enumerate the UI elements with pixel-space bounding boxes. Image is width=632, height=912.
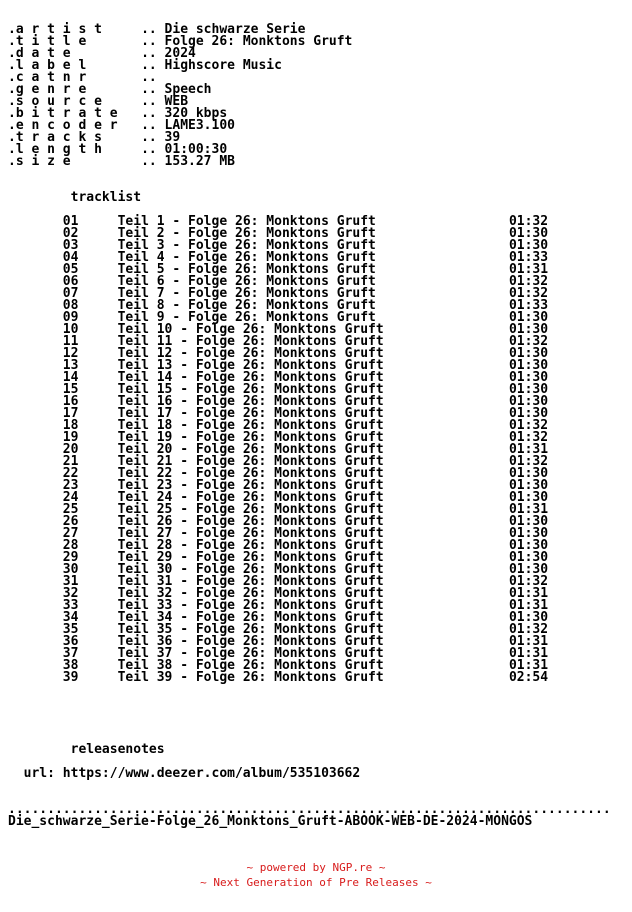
track-number: 04 — [62, 250, 118, 265]
track-number: 09 — [62, 310, 118, 325]
track-number: 08 — [62, 298, 118, 313]
track-duration: 01:30 — [508, 550, 549, 565]
track-duration: 01:31 — [508, 646, 549, 661]
header-value: Die schwarze Serie — [164, 22, 306, 37]
track-number: 35 — [62, 622, 118, 637]
track-title: Teil 4 - Folge 26: Monktons Gruft — [117, 250, 509, 265]
track-number: 26 — [62, 514, 118, 529]
track-duration: 01:30 — [508, 514, 549, 529]
footer-credit-line-1: ~ powered by NGP.re ~ — [246, 861, 386, 874]
header-separator: .. — [141, 58, 165, 73]
track-duration: 01:30 — [508, 562, 549, 577]
track-number: 23 — [62, 478, 118, 493]
track-title: Teil 9 - Folge 26: Monktons Gruft — [117, 310, 509, 325]
track-number: 13 — [62, 358, 118, 373]
header-value: Folge 26: Monktons Gruft — [164, 34, 353, 49]
track-title: Teil 30 - Folge 26: Monktons Gruft — [117, 562, 509, 577]
track-duration: 01:30 — [508, 238, 549, 253]
track-duration: 01:32 — [508, 430, 549, 445]
track-number: 24 — [62, 490, 118, 505]
track-title: Teil 25 - Folge 26: Monktons Gruft — [117, 502, 509, 517]
header-key: .s i z e — [8, 154, 142, 169]
track-number: 10 — [62, 322, 118, 337]
track-title: Teil 20 - Folge 26: Monktons Gruft — [117, 442, 509, 457]
header-separator: .. — [141, 22, 165, 37]
track-duration: 01:33 — [508, 298, 549, 313]
track-number: 12 — [62, 346, 118, 361]
url-indent — [8, 766, 24, 781]
track-duration: 01:30 — [508, 226, 549, 241]
header-key: .l e n g t h — [8, 142, 142, 157]
track-number: 28 — [62, 538, 118, 553]
track-title: Teil 6 - Folge 26: Monktons Gruft — [117, 274, 509, 289]
track-duration: 01:33 — [508, 250, 549, 265]
url-link[interactable]: https://www.deezer.com/album/535103662 — [62, 766, 361, 781]
track-title: Teil 31 - Folge 26: Monktons Gruft — [117, 574, 509, 589]
track-title: Teil 8 - Folge 26: Monktons Gruft — [117, 298, 509, 313]
track-duration: 01:30 — [508, 466, 549, 481]
track-number: 05 — [62, 262, 118, 277]
release-name: Die_schwarze_Serie-Folge_26_Monktons_Gruft-ABOOK-WEB-DE-2024-MONGOS — [8, 814, 533, 829]
track-title: Teil 16 - Folge 26: Monktons Gruft — [117, 394, 509, 409]
track-indent — [8, 670, 63, 685]
header-key: .b i t r a t e — [8, 106, 142, 121]
url-label: url: — [23, 766, 55, 781]
track-number: 21 — [62, 454, 118, 469]
track-number: 18 — [62, 418, 118, 433]
header-key: .a r t i s t — [8, 22, 142, 37]
track-number: 17 — [62, 406, 118, 421]
track-number: 27 — [62, 526, 118, 541]
track-row — [8, 670, 548, 685]
header-separator: .. — [141, 70, 165, 85]
header-row — [8, 154, 235, 169]
track-duration: 01:32 — [508, 418, 549, 433]
track-number: 34 — [62, 610, 118, 625]
track-title: Teil 10 - Folge 26: Monktons Gruft — [117, 322, 509, 337]
track-number: 22 — [62, 466, 118, 481]
header-key: .l a b e l — [8, 58, 142, 73]
track-title: Teil 37 - Folge 26: Monktons Gruft — [117, 646, 509, 661]
track-title: Teil 23 - Folge 26: Monktons Gruft — [117, 478, 509, 493]
header-separator: .. — [141, 34, 165, 49]
header-separator: .. — [141, 130, 165, 145]
track-number: 06 — [62, 274, 118, 289]
header-separator: .. — [141, 142, 165, 157]
track-duration: 01:32 — [508, 622, 549, 637]
header-separator: .. — [141, 94, 165, 109]
track-duration: 01:32 — [508, 286, 549, 301]
header-value: 2024 — [164, 46, 196, 61]
release-notes-heading: releasenotes — [70, 742, 165, 757]
track-title: Teil 36 - Folge 26: Monktons Gruft — [117, 634, 509, 649]
track-duration: 01:31 — [508, 634, 549, 649]
track-number: 11 — [62, 334, 118, 349]
track-number: 25 — [62, 502, 118, 517]
track-duration: 01:30 — [508, 322, 549, 337]
header-key: .t i t l e — [8, 34, 142, 49]
header-key: .c a t n r — [8, 70, 142, 85]
track-title: Teil 26 - Folge 26: Monktons Gruft — [117, 514, 509, 529]
track-title: Teil 33 - Folge 26: Monktons Gruft — [117, 598, 509, 613]
track-number: 19 — [62, 430, 118, 445]
track-title: Teil 32 - Folge 26: Monktons Gruft — [117, 586, 509, 601]
track-number: 15 — [62, 382, 118, 397]
track-title: Teil 27 - Folge 26: Monktons Gruft — [117, 526, 509, 541]
track-title: Teil 21 - Folge 26: Monktons Gruft — [117, 454, 509, 469]
header-value: Highscore Music — [164, 58, 282, 73]
header-value: 39 — [164, 130, 181, 145]
header-key: .s o u r c e — [8, 94, 142, 109]
track-duration: 01:31 — [508, 586, 549, 601]
release-notes-heading-indent — [8, 742, 71, 757]
track-title: Teil 17 - Folge 26: Monktons Gruft — [117, 406, 509, 421]
track-duration: 01:30 — [508, 490, 549, 505]
track-number: 02 — [62, 226, 118, 241]
track-title: Teil 19 - Folge 26: Monktons Gruft — [117, 430, 509, 445]
header-separator: .. — [141, 82, 165, 97]
track-title: Teil 34 - Folge 26: Monktons Gruft — [117, 610, 509, 625]
track-title: Teil 2 - Folge 26: Monktons Gruft — [117, 226, 509, 241]
header-value: LAME3.100 — [164, 118, 235, 133]
track-number: 20 — [62, 442, 118, 457]
track-duration: 01:31 — [508, 502, 549, 517]
header-value: 320 kbps — [164, 106, 228, 121]
track-duration: 01:30 — [508, 610, 549, 625]
tracklist — [8, 192, 548, 684]
header-value: Speech — [164, 82, 212, 97]
track-title: Teil 39 - Folge 26: Monktons Gruft — [117, 670, 509, 685]
header-value: 01:00:30 — [164, 142, 228, 157]
release-notes — [8, 732, 360, 780]
header-value: 153.27 MB — [164, 154, 235, 169]
track-duration: 01:30 — [508, 478, 549, 493]
track-number: 36 — [62, 634, 118, 649]
header-key: .e n c o d e r — [8, 118, 142, 133]
track-title: Teil 3 - Folge 26: Monktons Gruft — [117, 238, 509, 253]
header-key: .d a t e — [8, 46, 142, 61]
track-title: Teil 1 - Folge 26: Monktons Gruft — [117, 214, 509, 229]
track-title: Teil 28 - Folge 26: Monktons Gruft — [117, 538, 509, 553]
tracklist-heading: tracklist — [70, 190, 142, 205]
track-title: Teil 11 - Folge 26: Monktons Gruft — [117, 334, 509, 349]
track-duration: 01:30 — [508, 358, 549, 373]
track-duration: 01:32 — [508, 214, 549, 229]
track-title: Teil 15 - Folge 26: Monktons Gruft — [117, 382, 509, 397]
track-duration: 01:32 — [508, 454, 549, 469]
separator-block — [8, 804, 611, 828]
track-number: 38 — [62, 658, 118, 673]
track-duration: 01:32 — [508, 574, 549, 589]
track-duration: 01:30 — [508, 310, 549, 325]
header-separator: .. — [141, 46, 165, 61]
track-duration: 01:30 — [508, 394, 549, 409]
track-duration: 01:31 — [508, 442, 549, 457]
track-title: Teil 13 - Folge 26: Monktons Gruft — [117, 358, 509, 373]
track-title: Teil 12 - Folge 26: Monktons Gruft — [117, 346, 509, 361]
track-number: 01 — [62, 214, 118, 229]
track-number: 03 — [62, 238, 118, 253]
track-title: Teil 5 - Folge 26: Monktons Gruft — [117, 262, 509, 277]
track-duration: 01:30 — [508, 346, 549, 361]
track-number: 31 — [62, 574, 118, 589]
header-value: WEB — [164, 94, 189, 109]
track-duration: 01:30 — [508, 382, 549, 397]
track-title: Teil 29 - Folge 26: Monktons Gruft — [117, 550, 509, 565]
track-number: 07 — [62, 286, 118, 301]
track-title: Teil 38 - Folge 26: Monktons Gruft — [117, 658, 509, 673]
track-duration: 01:31 — [508, 598, 549, 613]
header-separator: .. — [141, 118, 165, 133]
track-title: Teil 7 - Folge 26: Monktons Gruft — [117, 286, 509, 301]
track-title: Teil 22 - Folge 26: Monktons Gruft — [117, 466, 509, 481]
track-duration: 01:32 — [508, 274, 549, 289]
header-key: .g e n r e — [8, 82, 142, 97]
dotted-divider: ............................................................................. — [8, 802, 611, 817]
track-number: 39 — [62, 670, 118, 685]
tracklist-indent — [8, 190, 71, 205]
track-duration: 01:32 — [508, 334, 549, 349]
track-number: 37 — [62, 646, 118, 661]
track-title: Teil 24 - Folge 26: Monktons Gruft — [117, 490, 509, 505]
track-duration: 01:30 — [508, 406, 549, 421]
track-number: 14 — [62, 370, 118, 385]
track-number: 16 — [62, 394, 118, 409]
track-number: 30 — [62, 562, 118, 577]
track-duration: 01:31 — [508, 262, 549, 277]
track-duration: 01:30 — [508, 538, 549, 553]
track-title: Teil 18 - Folge 26: Monktons Gruft — [117, 418, 509, 433]
header-separator: .. — [141, 106, 165, 121]
track-duration: 02:54 — [508, 670, 549, 685]
track-number: 33 — [62, 598, 118, 613]
track-duration: 01:30 — [508, 370, 549, 385]
header-separator: .. — [141, 154, 165, 169]
track-title: Teil 35 - Folge 26: Monktons Gruft — [117, 622, 509, 637]
footer-credit-line-2: ~ Next Generation of Pre Releases ~ — [200, 876, 432, 889]
track-number: 29 — [62, 550, 118, 565]
header-key: .t r a c k s — [8, 130, 142, 145]
nfo-header — [8, 24, 352, 168]
track-duration: 01:31 — [508, 658, 549, 673]
track-title: Teil 14 - Folge 26: Monktons Gruft — [117, 370, 509, 385]
track-duration: 01:30 — [508, 526, 549, 541]
track-number: 32 — [62, 586, 118, 601]
